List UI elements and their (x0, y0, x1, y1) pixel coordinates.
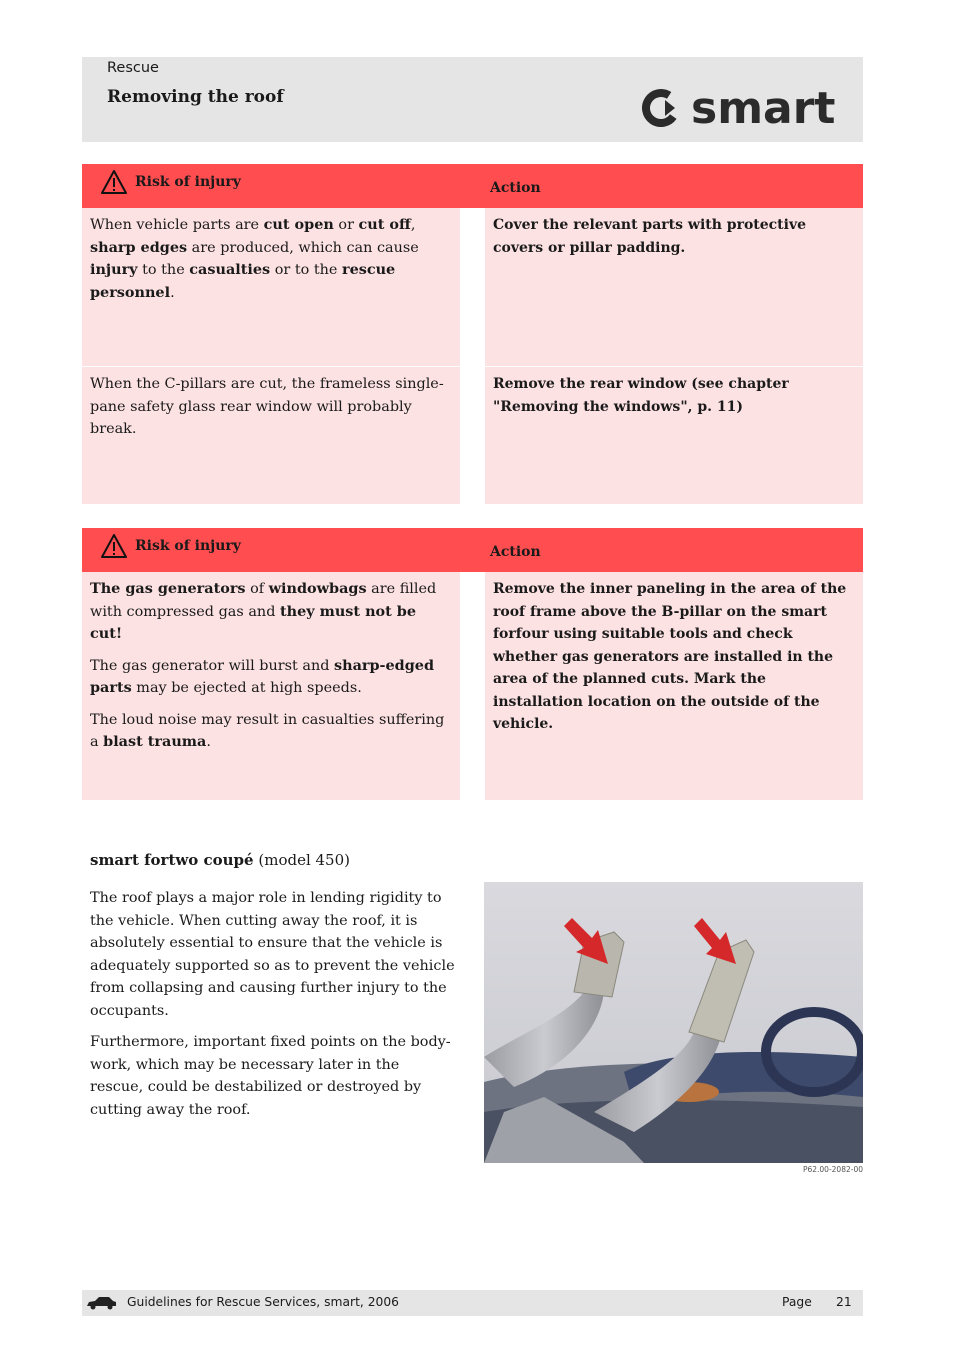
plain-text: . (170, 284, 175, 301)
plain-text: are filled with compressed gas and (90, 581, 437, 620)
risk-text: When the C-pillars are cut, the frameless single-pane safety glass rear window will probably break. (90, 376, 444, 437)
model-name: smart fortwo coupé (90, 851, 254, 869)
emphasis-text: windowbags (268, 580, 367, 597)
table1-action-cell-1 (485, 208, 863, 366)
action-text: Remove the inner paneling in the area of the roof frame above the B-pillar on the smart forfour using suitable tools and check whether gas generators are installed in the area of the planned cuts. Mark the installation location on the outside of the vehicle. (493, 581, 847, 732)
section-label: Rescue (107, 60, 159, 76)
plain-text: . (206, 734, 211, 750)
table1-action-cell-2 (485, 367, 863, 504)
risk-heading: Risk of injury (135, 174, 241, 190)
car-icon (85, 1296, 117, 1310)
emphasis-text: The gas generators (90, 580, 246, 597)
smart-logo (641, 85, 841, 131)
plain-text: or to the (270, 262, 342, 278)
paragraph: The roof plays a major role in lending rigidity to the vehicle. When cutting away the roof, it is absolutely essential to ensure that the vehicle is adequately supported so as to prevent the vehicle from collapsing and causing further injury to the occupants. (90, 890, 455, 1019)
plain-text: , (410, 217, 416, 233)
plain-text: of (245, 581, 269, 597)
table2-header (82, 528, 863, 572)
svg-text:smart: smart (691, 85, 836, 131)
table2-action-cell (485, 572, 863, 800)
table1-risk-cell-1 (82, 208, 460, 366)
risk-text (90, 655, 452, 700)
emphasis-text: injury (90, 261, 138, 278)
action-heading: Action (490, 544, 541, 560)
risk-text (90, 214, 452, 304)
plain-text: or (333, 217, 359, 233)
action-text: Cover the relevant parts with protective covers or pillar padding. (493, 217, 807, 256)
plain-text: The gas generator will burst and (90, 657, 335, 674)
plain-text: The loud noise may result in casualties suffering a (90, 711, 445, 750)
page-title: Removing the roof (107, 87, 284, 107)
emphasis-text: sharp-edged parts (90, 656, 435, 696)
emphasis-text: blast trauma (103, 733, 207, 750)
emphasis-text: cut open (263, 216, 334, 233)
emphasis-text: they must not be cut! (90, 602, 417, 642)
action-heading: Action (490, 180, 541, 196)
photo-caption: P62.00-2082-00 (802, 1165, 863, 1174)
risk-text (90, 709, 452, 754)
page-footer (82, 1290, 863, 1316)
page-number: 21 (836, 1295, 852, 1309)
emphasis-text: sharp edges (90, 238, 188, 256)
risk-heading: Risk of injury (135, 538, 241, 554)
model-detail: (model 450) (253, 851, 350, 869)
emphasis-text: cut off (358, 216, 411, 233)
plain-text: When vehicle parts are (90, 217, 264, 233)
footer-guide-title: Guidelines for Rescue Services, smart, 2006 (127, 1295, 400, 1309)
plain-text: to the (137, 262, 190, 278)
emphasis-text: rescue personnel (90, 261, 396, 301)
warning-triangle-icon (100, 532, 128, 560)
page-header (82, 57, 863, 142)
roof-pillars-photo (484, 882, 863, 1163)
plain-text: may be ejected at high speeds. (131, 680, 362, 696)
action-text: Remove the rear window (see chapter "Removing the windows", p. 11) (493, 376, 789, 415)
table1-risk-cell-2 (82, 367, 460, 504)
plain-text: are produced, which can cause (187, 239, 419, 256)
model-heading (90, 851, 350, 869)
page-label: Page (782, 1295, 812, 1309)
paragraph: Furthermore, important fixed points on the body-work, which may be necessary later in the rescue, could be destabilized or destroyed by cutting away the roof. (90, 1034, 451, 1118)
model-description (90, 887, 455, 1130)
emphasis-text: casualties (189, 261, 271, 278)
risk-text (90, 578, 452, 646)
warning-triangle-icon (100, 168, 128, 196)
table1-header (82, 164, 863, 208)
table2-risk-cell (82, 572, 460, 800)
